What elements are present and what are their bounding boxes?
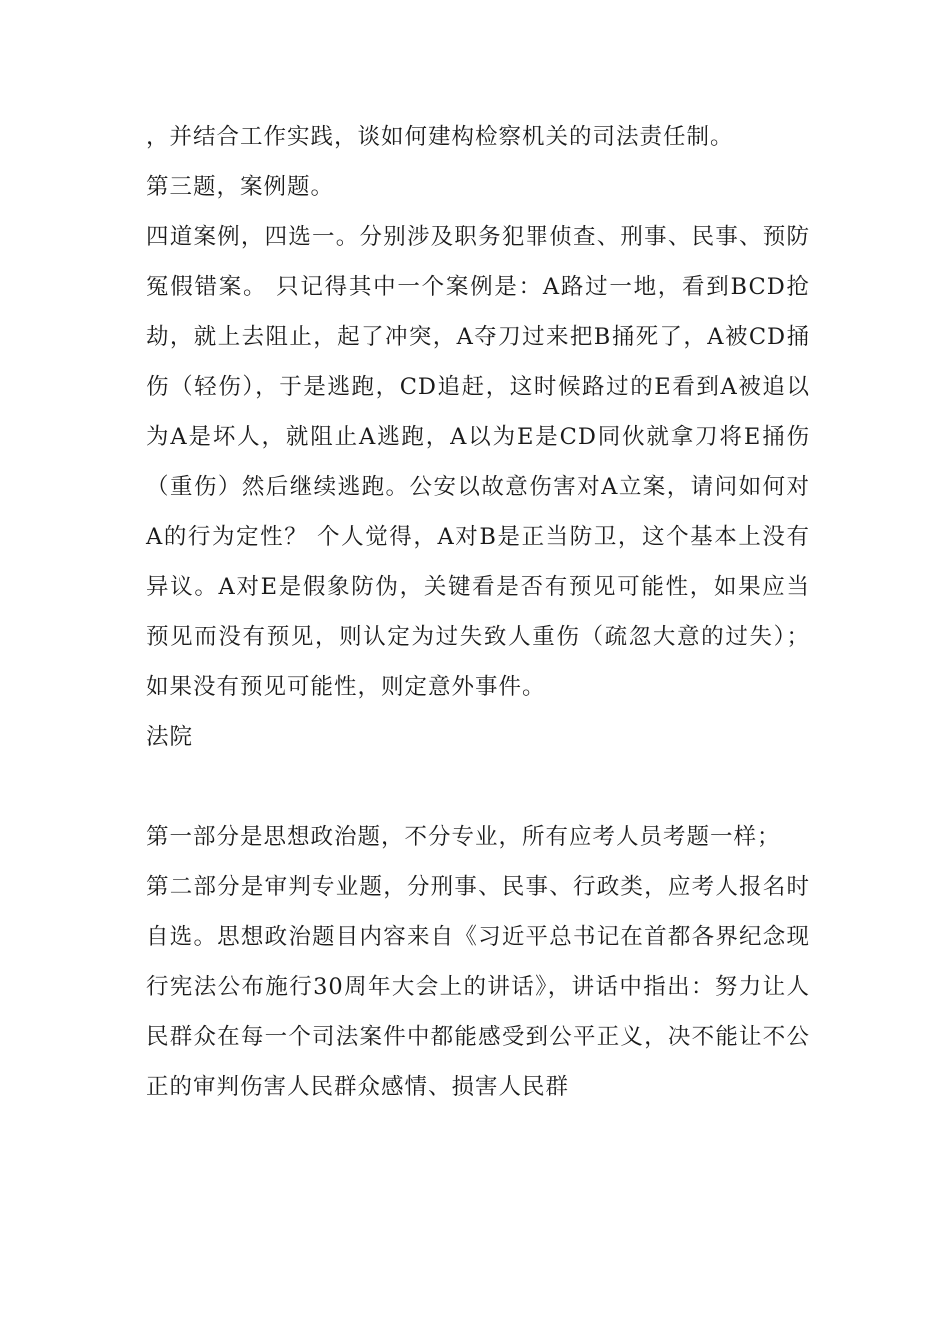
blank-line xyxy=(146,762,810,812)
paragraph-2: 第三题，案例题。 xyxy=(146,174,335,200)
paragraph-4: 法院 xyxy=(146,724,194,750)
paragraph-1: ，并结合工作实践，谈如何建构检察机关的司法责任制。 xyxy=(146,124,734,150)
document-body xyxy=(146,112,810,1112)
paragraph-6: 第二部分是审判专业题，分刑事、民事、行政类，应考人报名时自选。思想政治题目内容来自《习近平总书记在首都各界纪念现行宪法公布施行30周年大会上的讲话》，讲话中指出：努力让人民群众在每一个司法案件中都能感受到公平正义，决不能让不公正的审判伤害人民群众感情、损害人民群 xyxy=(146,874,810,1100)
paragraph-3: 四道案例，四选一。分别涉及职务犯罪侦查、刑事、民事、预防冤假错案。 只记得其中一个案例是：A路过一地，看到BCD抢劫，就上去阻止，起了冲突，A夺刀过来把B捅死了，A被CD捅伤（轻伤），于是逃跑，CD追赶，这时候路过的E看到A被追以为A是坏人，就阻止A逃跑，A以为E是CD同伙就拿刀将E捅伤（重伤）然后继续逃跑。公安以故意伤害对A立案，请问如何对A的行为定性？ 个人觉得，A对B是正当防卫，这个基本上没有异议。A对E是假象防伪，关键看是否有预见可能性，如果应当预见而没有预见，则认定为过失致人重伤（疏忽大意的过失）；如果没有预见可能性，则定意外事件。 xyxy=(146,224,810,700)
paragraph-5: 第一部分是思想政治题，不分专业，所有应考人员考题一样； xyxy=(146,824,781,850)
